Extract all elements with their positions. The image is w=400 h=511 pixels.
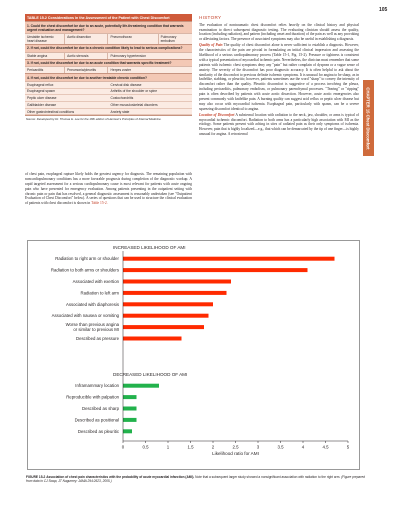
category-label: Described as positional <box>74 417 119 423</box>
table-grid <box>25 81 192 116</box>
x-tick-label: 4 <box>301 444 305 450</box>
likelihood-ratio-chart <box>28 241 361 471</box>
bar <box>123 302 213 306</box>
category-label: or similar to previous MI <box>73 327 119 333</box>
table-cell: Herpes zoster <box>110 68 132 73</box>
bar <box>123 337 182 341</box>
bar <box>123 257 335 261</box>
left-column-text <box>25 172 192 206</box>
category-label: Associated with diaphoresis <box>65 301 119 307</box>
table-column-right <box>109 82 193 116</box>
table-cell: Pulmonary embolism <box>160 35 177 44</box>
table-15-2 <box>25 14 192 123</box>
table-cell: Stable angina <box>25 53 65 59</box>
paragraph-text: The quality of chest discomfort alone is never sufficient to establish a diagnosis. However, the characteristics of the pain are pivotal in formulating an initial clinical impression and assessing the likelihood of a serious cardiopulmonary process (Table 15-1, Fig. 15-2). Pressure or tightness is consistent with a typical presentation of myocardial ischemic pain. Nevertheless, the clinician must remember that some patients with ischemic chest symptoms deny any "pain" but rather complain of dyspnea or a vague sense of anxiety. The severity of the discomfort has poor diagnostic accuracy. It is often helpful to ask about the similarity of the discomfort to previous definite ischemic symptoms. It is unusual for angina to be sharp, as in knifelike, stabbing, or pleuritic; however, patients sometimes use the word "sharp" to convey the intensity of discomfort rather than the quality. Pleuritic discomfort is suggestive of a process involving the pleura, including pericarditis, pulmonary embolism, or pulmonary parenchymal processes. "Tearing" or "ripping" pain is often described by patients with acute aortic dissection. However, acute aortic emergencies also present commonly with knifelike pain. A burning quality can suggest acid reflux or peptic ulcer disease but may also occur with myocardial ischemia. Esophageal pain, particularly with spasm, can be a severe squeezing discomfort identical to angina. <box>199 43 359 111</box>
table-column-left <box>25 82 109 116</box>
section-heading: HISTORY <box>199 15 222 20</box>
table-row <box>25 52 192 59</box>
table-row <box>25 66 192 73</box>
table-source-note: Source: Developed by Dr. Thomas H. Lee for the 18th edition of Harrison's Principles of Internal Medicine. <box>25 115 192 123</box>
category-label: Radiation to both arms or shoulders <box>50 267 119 273</box>
category-label: Reproducible with palpation <box>66 394 119 400</box>
table-cell: Other gastrointestinal conditions <box>25 109 109 116</box>
x-tick-label: 0.5 <box>142 444 149 450</box>
table-cell: Anxiety state <box>109 109 193 116</box>
table-section-4: 4. If not, could the discomfort be due to another treatable chronic condition? <box>25 73 192 80</box>
figure-label: FIGURE 15-2 <box>26 475 46 479</box>
caption-body: Association of chest pain characteristics with the probability of acute myocardial infarction (AMI). <box>46 475 195 479</box>
table-title: TABLE 15-2 Considerations in the Assessment of the Patient with Chest Discomfort <box>25 14 192 21</box>
table-row <box>25 33 192 44</box>
caption-source: (Figure prepared from data in CJ Swap, JT Nagurney: JAMA 294:2623, 2005.) <box>26 475 365 484</box>
caption-note: Note that a subsequent larger study showed a nonsignificant association with radiation to the right arm. <box>195 475 341 479</box>
body-paragraph: of chest pain, esophageal rupture likely holds the greatest urgency for diagnosis. The remaining population with noncardiopulmonary conditions has a more favorable prognosis during completion of the diagnostic workup. A rapid targeted assessment for a serious cardiopulmonary cause is most relevant for patients with acute ongoing pain who have presented for emergency evaluation. Among patients presenting in the outpatient setting with chronic pain or pain that has resolved, a general diagnostic assessment is reasonably undertaken (see "Outpatient Evaluation of Chest Discomfort" below). A series of questions that can be used to structure the clinical evaluation of patients with chest discomfort is shown in <box>25 172 192 206</box>
run-in-heading: Quality of Pain <box>199 43 223 48</box>
figure-15-2 <box>27 240 360 470</box>
category-label: Associated with exertion <box>72 279 119 284</box>
table-section-2: 2. If not, could the discomfort be due to a chronic condition likely to lead to serious complications? <box>25 44 192 51</box>
table-section-3: 3. If not, could the discomfort be due to an acute condition that warrants specific treatment? <box>25 59 192 66</box>
table-cell: Aortic dissection <box>65 34 108 44</box>
body-paragraph: The evaluation of nontraumatic chest discomfort relies heavily on the clinical history and physical examination to direct subsequent diagnostic testing. The evaluating clinician should assess the quality, location (including radiation), and pattern (including onset and duration) of the pain as well as any provoking or alleviating factors. The presence of associated symptoms may also be useful in establishing a diagnosis. <box>199 22 359 42</box>
x-tick-label: 2 <box>211 444 215 450</box>
category-label: Radiation to left arm <box>80 290 119 296</box>
table-cell: Pericarditis <box>25 67 65 73</box>
chapter-tab <box>363 80 374 156</box>
bar <box>123 314 209 318</box>
table-section-1: 1. Could the chest discomfort be due to an acute, potentially life-threatening condition that warrants urgent evaluation and management? <box>25 21 192 33</box>
bar <box>123 268 308 272</box>
x-tick-label: 3.5 <box>277 444 284 450</box>
x-axis-label: Likelihood ratio for AMI <box>212 451 259 456</box>
body-paragraph <box>199 113 359 137</box>
bar <box>123 395 137 399</box>
bar <box>123 407 137 411</box>
page-number: 105 <box>379 7 388 13</box>
x-tick-label: 3 <box>256 444 260 450</box>
category-label: Worse than previous angina <box>65 322 119 328</box>
body-paragraph <box>199 43 359 111</box>
category-label: Inframammary location <box>75 383 119 389</box>
group-header: DECREASED LIKELIHOOD OF AMI <box>113 372 188 377</box>
x-tick-label: 0 <box>121 444 125 450</box>
table-cell: Esophageal spasm <box>25 89 109 96</box>
bar <box>123 280 231 284</box>
category-label: Described as pleuritic <box>77 428 119 434</box>
bar <box>123 325 204 329</box>
x-tick-label: 5 <box>346 444 350 450</box>
category-label: Associated with nausea or vomiting <box>51 313 119 319</box>
x-tick-label: 1 <box>166 444 170 450</box>
x-tick-label: 2.5 <box>232 444 239 450</box>
category-label: Described as pressure <box>76 336 119 341</box>
x-tick-label: 1.5 <box>187 444 194 450</box>
bar <box>123 418 137 422</box>
table-cell: Aortic stenosis <box>65 53 108 59</box>
table-cell: Cervical disk disease <box>109 82 193 89</box>
figure-caption <box>26 475 366 484</box>
x-tick-label: 4.5 <box>322 444 329 450</box>
table-cell: Costochondritis <box>109 95 193 102</box>
category-label: Described as sharp <box>81 406 119 411</box>
table-cell: Pulmonary hypertension <box>110 53 147 58</box>
table-cell: Pneumothorax <box>108 34 158 44</box>
paragraph-text: A substernal location with radiation to the neck, jaw, shoulder, or arms is typical of myocardial ischemic discomfort. Radiation to both arms has a particularly high association with MI as the etiology. Some patients present with aching in sites of radiated pain as their only symptoms of ischemia. However, pain that is highly localized—e.g., that which can be demarcated by the tip of one finger—is highly unusual for angina. A retrosternal <box>199 112 360 137</box>
run-in-heading: Location of Discomfort <box>199 112 235 117</box>
bar <box>123 384 159 388</box>
right-column-text <box>199 15 359 138</box>
table-cell: Unstable ischemic heart disease <box>25 34 65 44</box>
table-cell: Arthritis of the shoulder or spine <box>109 89 193 96</box>
table-cell: Pneumonia/pleuritis <box>65 67 108 73</box>
bar <box>123 291 227 295</box>
category-label: Radiation to right arm or shoulder <box>55 256 119 262</box>
chapter-tab-label: CHAPTER 15 Chest Discomfort <box>366 86 372 150</box>
table-reference-link[interactable]: Table 15-2. <box>91 201 108 206</box>
table-cell: Esophageal reflux <box>25 82 109 89</box>
group-header: INCREASED LIKELIHOOD OF AMI <box>113 245 186 250</box>
table-cell: Peptic ulcer disease <box>25 95 109 102</box>
table-cell: Gallbladder disease <box>25 102 109 109</box>
bar <box>123 429 132 433</box>
table-cell: Other musculoskeletal disorders <box>109 102 193 109</box>
